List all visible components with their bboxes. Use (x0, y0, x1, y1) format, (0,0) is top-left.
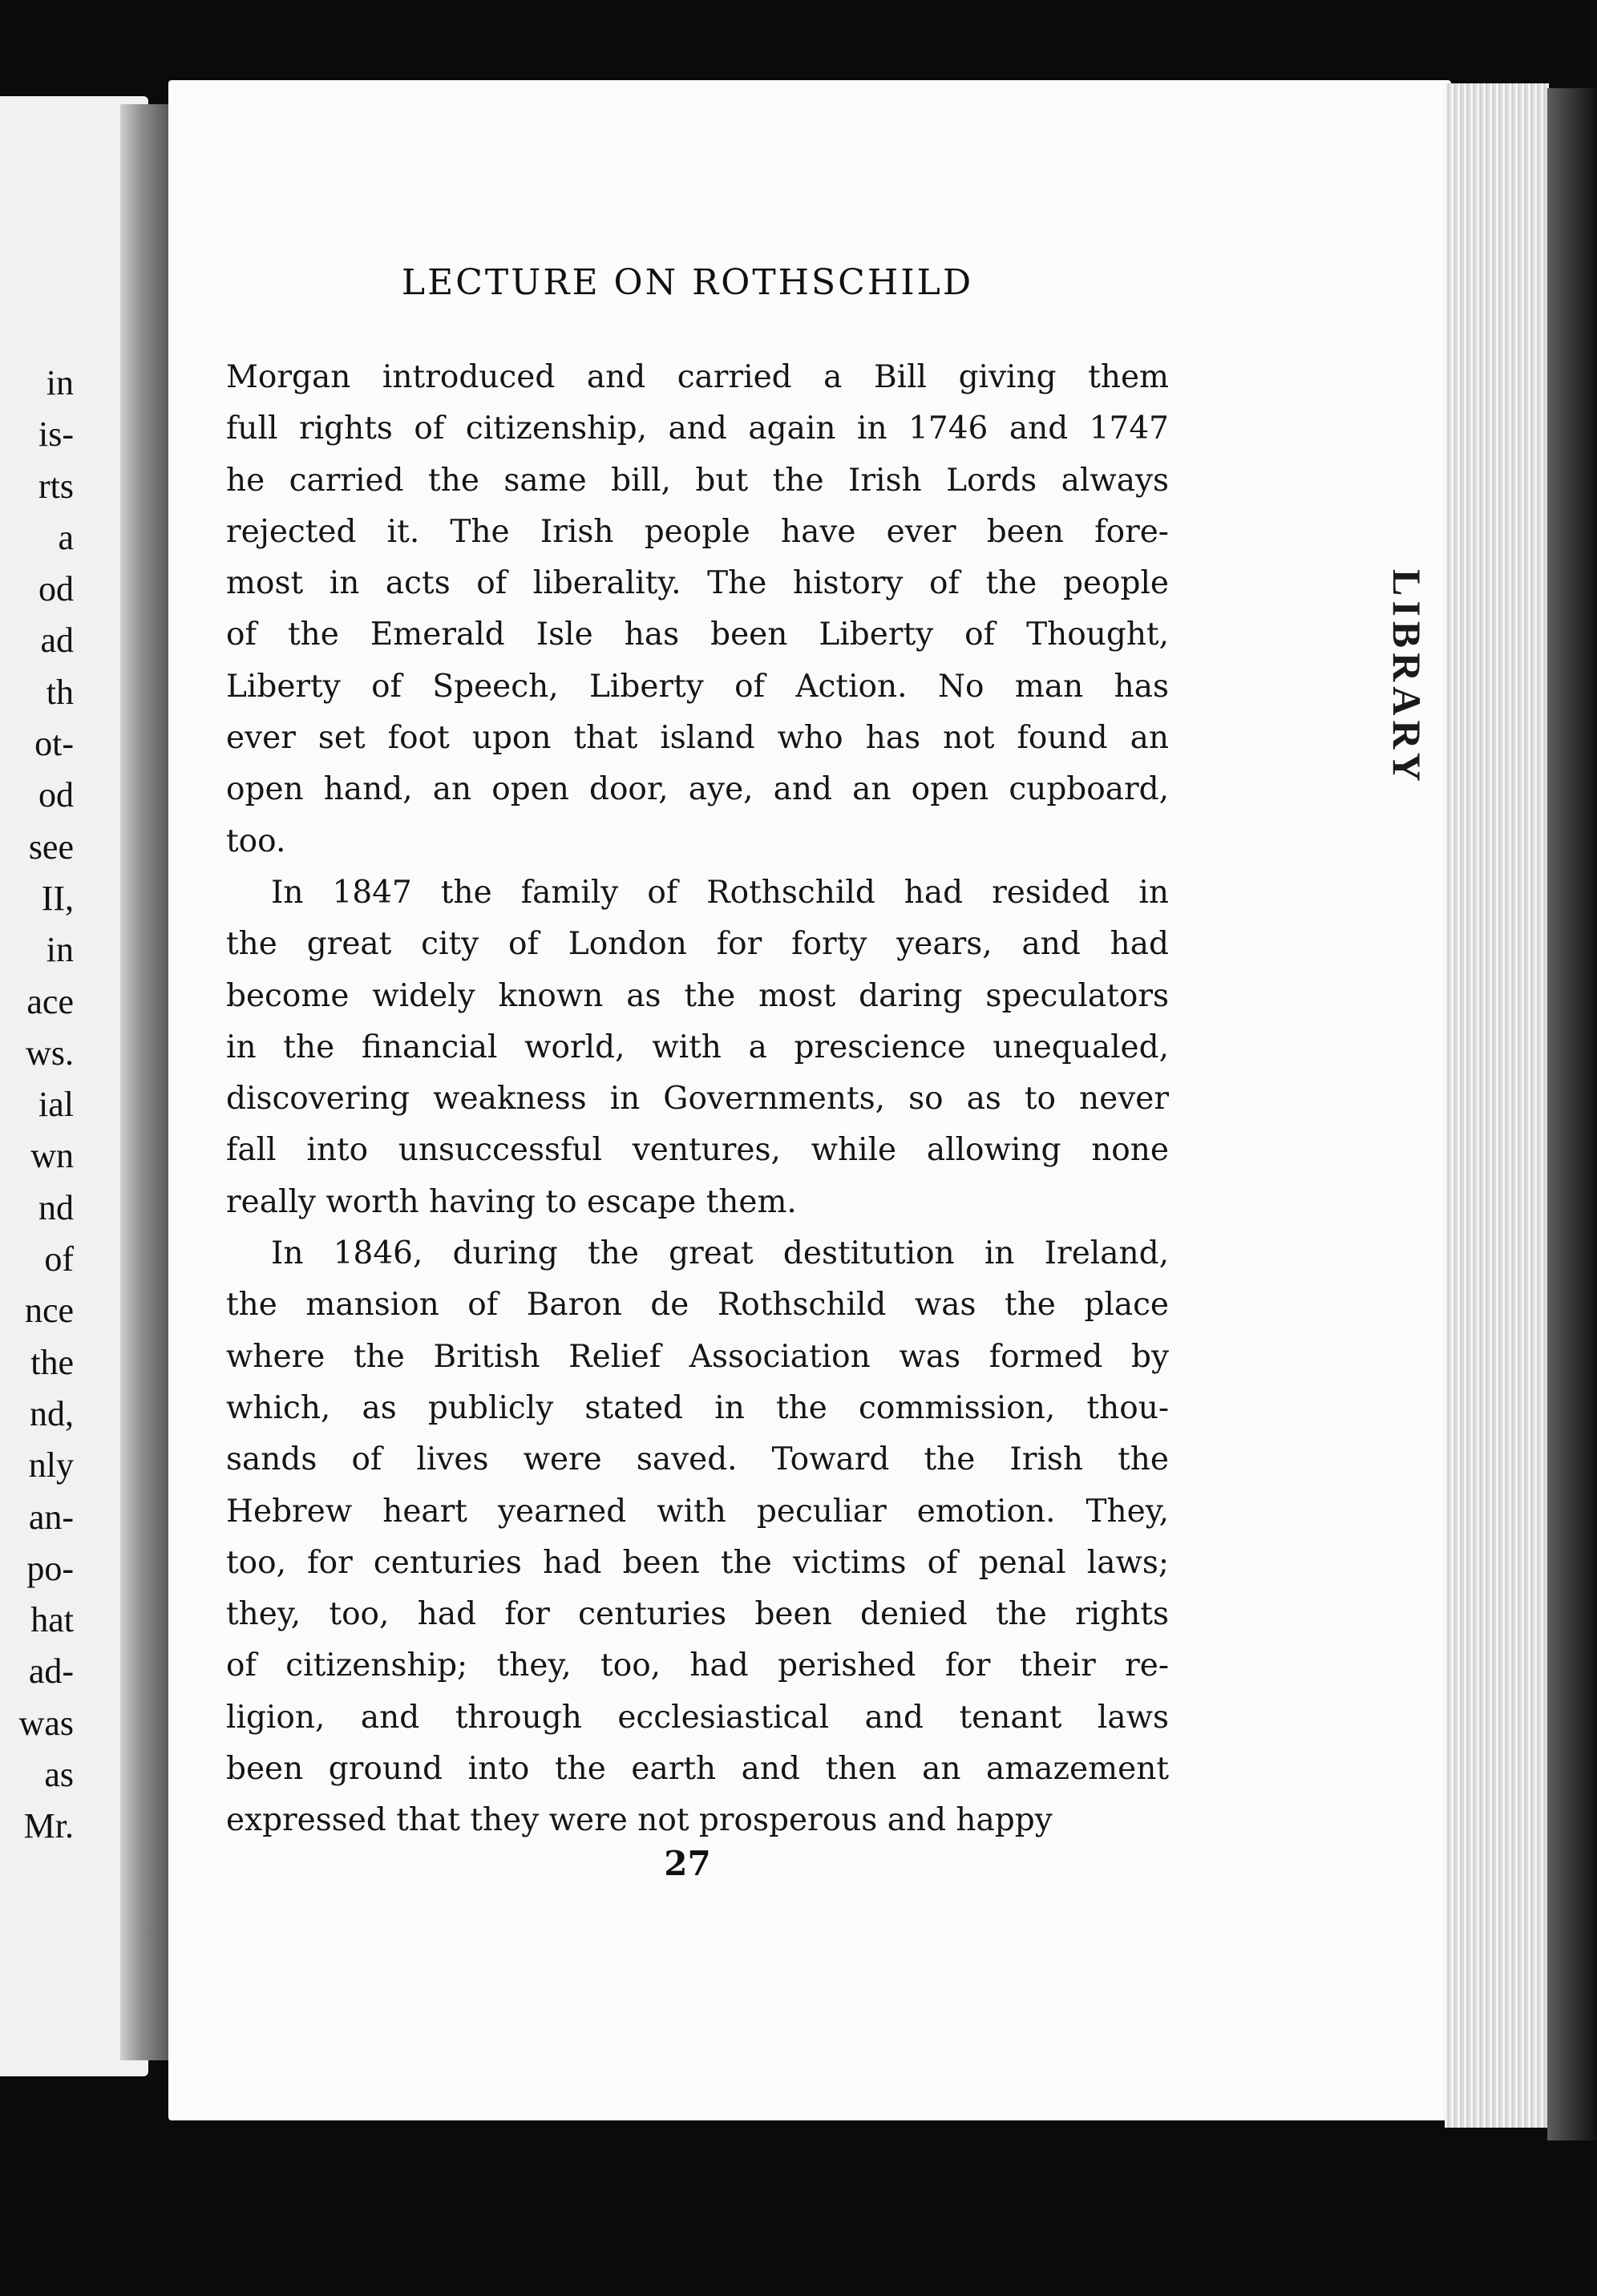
previous-page-fragment: po- (26, 1548, 74, 1588)
text-line: In 1847 the family of Rothschild had resided in (271, 874, 1169, 911)
text-line: In 1846, during the great destitution in Ireland, (271, 1235, 1169, 1272)
text-line: been ground into the earth and then an amazement (226, 1751, 1169, 1788)
text-line: become widely known as the most daring speculators (226, 977, 1169, 1014)
text-line: discovering weakness in Governments, so as to never (226, 1081, 1169, 1118)
library-stamp: LIBRARY (1385, 569, 1429, 786)
paragraph (226, 867, 1169, 1228)
previous-page-fragment: is- (38, 414, 74, 455)
text-line: he carried the same bill, but the Irish Lords always (226, 462, 1169, 499)
previous-page-fragment: in (46, 930, 74, 970)
text-line: rejected it. The Irish people have ever been fore- (226, 513, 1169, 550)
text-line: Morgan introduced and carried a Bill giving them (226, 359, 1169, 395)
previous-page-fragment: see (28, 827, 74, 867)
paragraph (226, 1228, 1169, 1847)
previous-page-fragment: od (38, 569, 74, 609)
page-number: 27 (664, 1844, 711, 1883)
previous-page-fragment: Mr. (23, 1806, 74, 1846)
previous-page-fragment: ace (26, 981, 74, 1021)
previous-page-fragment: was (18, 1703, 74, 1743)
previous-page-fragment: a (58, 517, 74, 557)
previous-page-fragment: od (38, 775, 74, 815)
running-head: LECTURE ON ROTHSCHILD (401, 262, 974, 303)
previous-page-fragment: ial (38, 1085, 74, 1125)
text-line: ever set foot upon that island who has not found an (226, 720, 1169, 757)
previous-page-fragment: an- (28, 1497, 74, 1537)
previous-page-fragment: ws. (26, 1033, 74, 1073)
previous-page-fragment: th (46, 672, 74, 712)
text-line: most in acts of liberality. The history of the people (226, 565, 1169, 602)
previous-page-fragment: nd (38, 1187, 74, 1227)
text-line: really worth having to escape them. (226, 1183, 797, 1220)
previous-page-fragment: ad- (28, 1651, 74, 1692)
text-line: where the British Relief Association was formed by (226, 1338, 1169, 1375)
text-line: fall into unsuccessful ventures, while allowing none (226, 1132, 1169, 1169)
previous-page-fragment: the (30, 1342, 74, 1382)
text-line: they, too, had for centuries been denied the rights (226, 1596, 1169, 1633)
text-line: of the Emerald Isle has been Liberty of Thought, (226, 616, 1169, 653)
book-gutter-shadow (120, 104, 168, 2060)
text-line: open hand, an open door, aye, and an open cupboard, (226, 771, 1169, 808)
text-line: too. (226, 823, 286, 859)
text-line: the mansion of Baron de Rothschild was the place (226, 1287, 1169, 1324)
previous-page-fragment: in (46, 363, 74, 402)
text-line: in the financial world, with a prescience unequaled, (226, 1029, 1169, 1065)
previous-page-fragment: nd, (30, 1393, 74, 1433)
previous-page-fragment: ad (40, 620, 74, 661)
text-line: full rights of citizenship, and again in 1746 and 1747 (226, 410, 1169, 447)
previous-page-fragment: hat (30, 1600, 74, 1640)
text-line: expressed that they were not prosperous and happy (226, 1802, 1053, 1839)
body-text (226, 352, 1169, 1847)
paragraph (226, 352, 1169, 867)
previous-page-fragment: ot- (34, 724, 74, 764)
previous-page-text-fragments (0, 358, 74, 1853)
previous-page-fragment: rts (38, 466, 74, 506)
previous-page-fragment: II, (41, 878, 74, 918)
text-line: of citizenship; they, too, had perished for their re- (226, 1647, 1169, 1684)
page-fore-edge-shadow (1547, 88, 1597, 2140)
text-line: too, for centuries had been the victims of penal laws; (226, 1544, 1169, 1581)
previous-page-fragment: nce (24, 1291, 74, 1331)
text-line: sands of lives were saved. Toward the Irish the (226, 1441, 1169, 1478)
text-line: which, as publicly stated in the commission, thou- (226, 1389, 1169, 1426)
text-line: ligion, and through ecclesiastical and tenant laws (226, 1699, 1169, 1736)
page-fore-edge (1445, 83, 1549, 2128)
previous-page-fragment: nly (28, 1445, 74, 1486)
previous-page-fragment: wn (30, 1136, 74, 1176)
previous-page-fragment: of (44, 1239, 74, 1279)
text-line: Liberty of Speech, Liberty of Action. No man has (226, 668, 1169, 705)
text-line: Hebrew heart yearned with peculiar emotion. They, (226, 1493, 1169, 1530)
text-line: the great city of London for forty years, and had (226, 926, 1169, 963)
previous-page-fragment: as (44, 1755, 74, 1795)
